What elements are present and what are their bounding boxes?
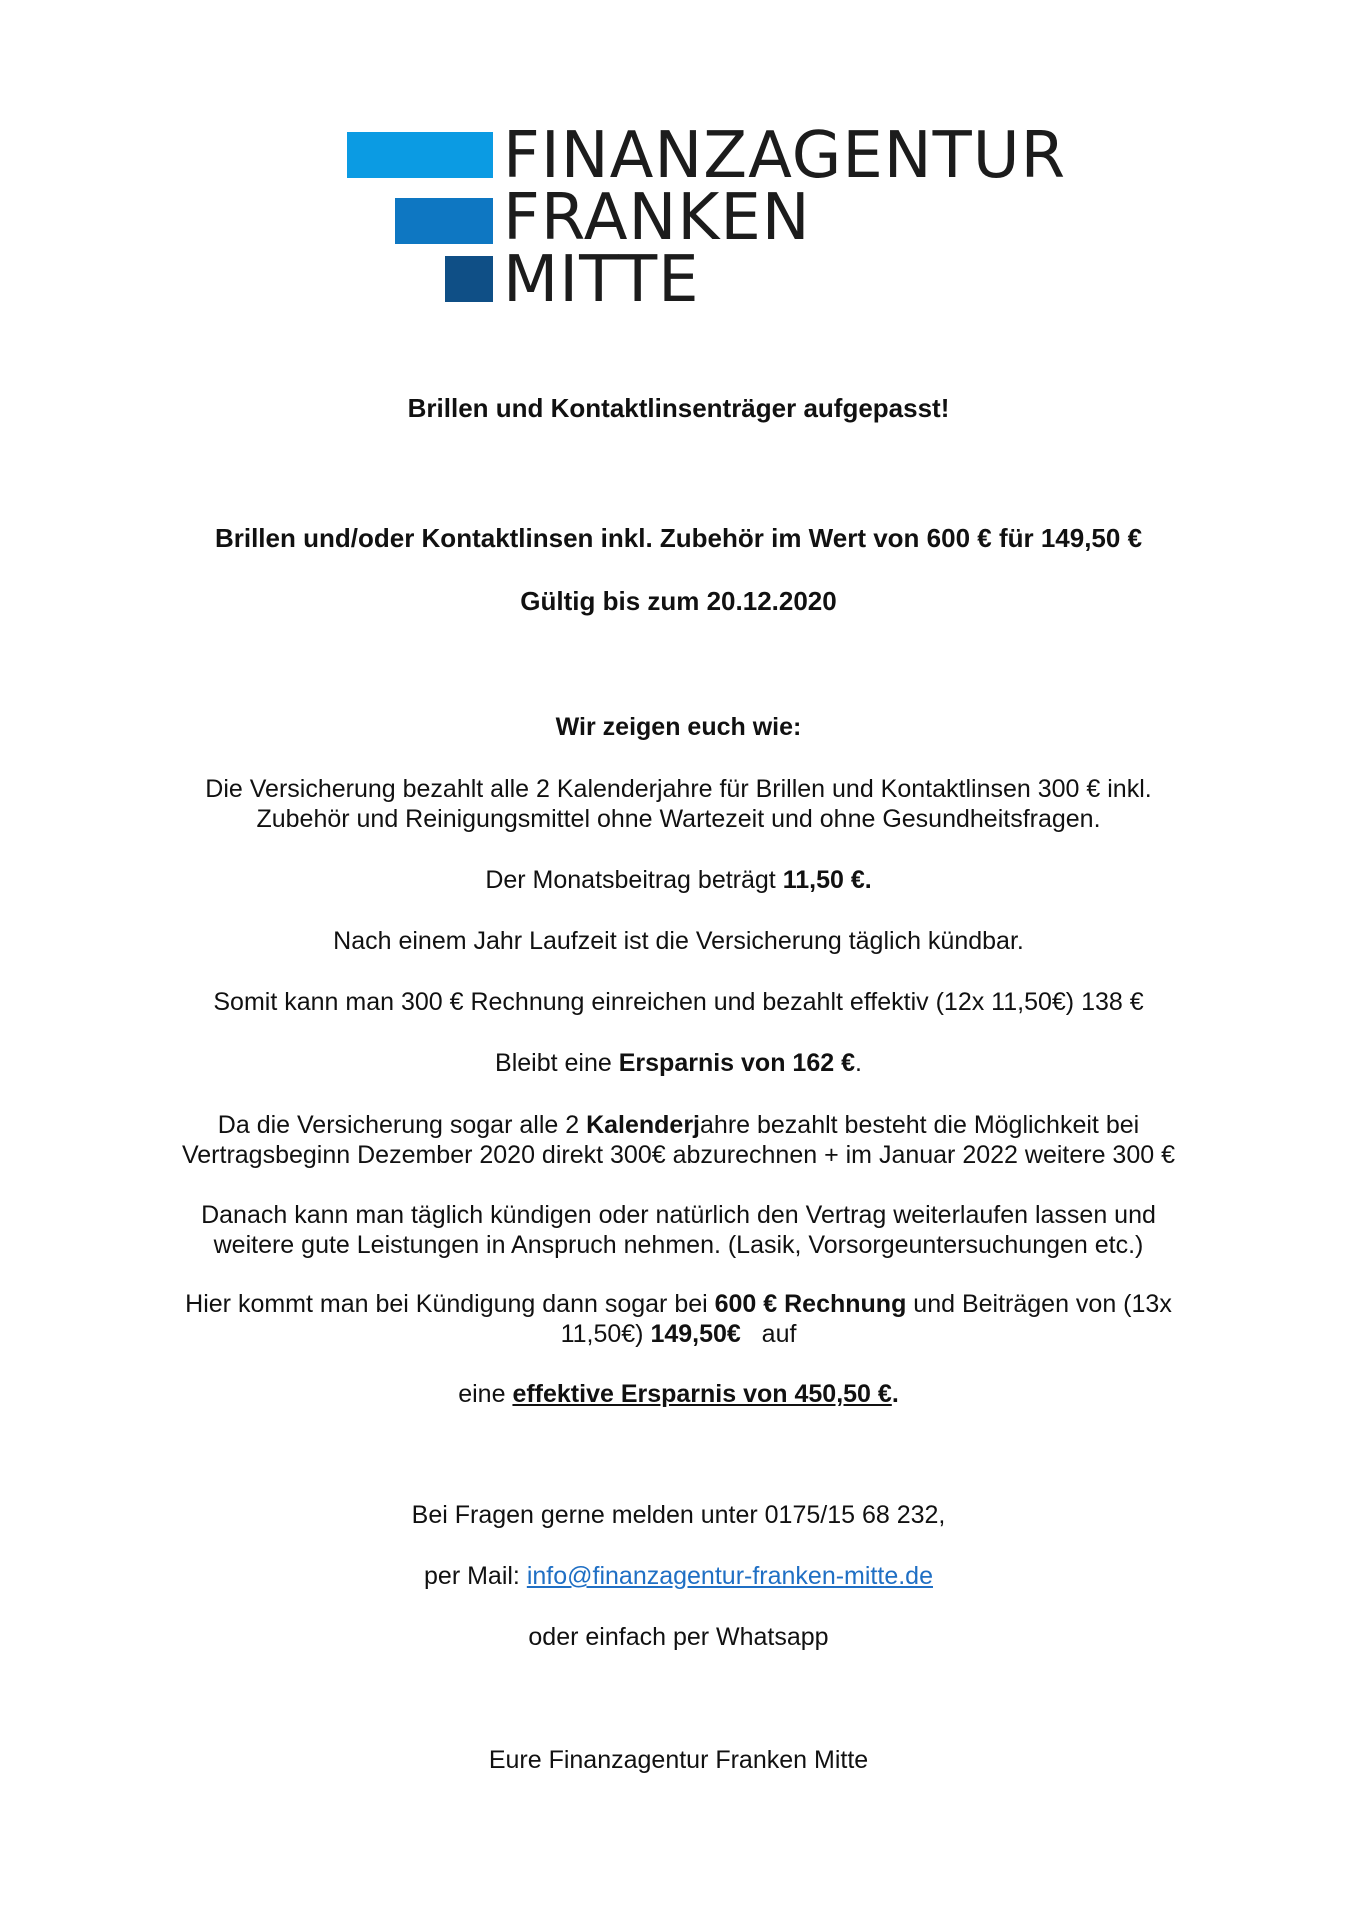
contact-phone: Bei Fragen gerne melden unter 0175/15 68 232, xyxy=(411,1501,946,1529)
termination-invoice: 600 € Rechnung xyxy=(714,1290,907,1318)
logo-word-1: FINANZAGENTUR xyxy=(503,119,1067,193)
logo-bar-middle xyxy=(395,198,493,244)
contact-mail-label: per Mail: xyxy=(424,1562,527,1590)
offer-line: Brillen und/oder Kontaktlinsen inkl. Zubehör im Wert von 600 € für 149,50 € xyxy=(214,523,1143,553)
savings-suffix: . xyxy=(854,1049,862,1077)
logo-bar-top xyxy=(347,132,493,178)
termination-line-2 xyxy=(0,1319,1357,1349)
savings-amount: Ersparnis von 162 € xyxy=(618,1049,855,1077)
monthly-fee-amount: 11,50 €. xyxy=(782,866,872,894)
benefit-line-1: Die Versicherung bezahlt alle 2 Kalenderjahre für Brillen und Kontaktlinsen 300 € inkl. xyxy=(205,775,1152,803)
calendar-year-line-2: Vertragsbeginn Dezember 2020 direkt 300€ abzurechnen + im Januar 2022 weitere 300 € xyxy=(181,1141,1175,1169)
monthly-fee xyxy=(0,865,1357,895)
savings-line xyxy=(0,1048,1357,1078)
termination-line-1 xyxy=(0,1289,1357,1319)
termination-total: 149,50€ xyxy=(650,1320,741,1348)
calendar-year-line-1 xyxy=(0,1110,1357,1140)
signature: Eure Finanzagentur Franken Mitte xyxy=(488,1746,869,1774)
benefit-paragraph xyxy=(0,774,1357,834)
final-savings xyxy=(0,1379,1357,1409)
intro-heading: Wir zeigen euch wie: xyxy=(555,713,802,741)
company-logo xyxy=(347,119,1107,317)
page-title: Brillen und Kontaktlinsenträger aufgepasst! xyxy=(407,393,950,423)
monthly-fee-label: Der Monatsbeitrag beträgt xyxy=(485,866,783,894)
termination-text-a: Hier kommt man bei Kündigung dann sogar bei xyxy=(185,1290,715,1318)
continue-paragraph xyxy=(0,1200,1357,1260)
email-link[interactable]: info@finanzagentur-franken-mitte.de xyxy=(526,1562,933,1590)
cancellation-note: Nach einem Jahr Laufzeit ist die Versicherung täglich kündbar. xyxy=(333,927,1024,955)
benefit-line-2: Zubehör und Reinigungsmittel ohne Wartezeit und ohne Gesundheitsfragen. xyxy=(256,805,1101,833)
calendar-year-paragraph xyxy=(0,1110,1357,1170)
continue-line-2: weitere gute Leistungen in Anspruch nehmen. (Lasik, Vorsorgeuntersuchungen etc.) xyxy=(213,1231,1144,1259)
calendar-year-text-a: Da die Versicherung sogar alle 2 xyxy=(217,1111,587,1139)
contact-whatsapp: oder einfach per Whatsapp xyxy=(528,1623,829,1651)
termination-text-c: und Beiträgen von (13x xyxy=(906,1290,1172,1318)
savings-prefix: Bleibt eine xyxy=(495,1049,619,1077)
calendar-year-text-c: ahre bezahlt besteht die Möglichkeit bei xyxy=(700,1111,1140,1139)
logo-word-2: FRANKEN xyxy=(503,181,811,255)
final-savings-suffix: . xyxy=(891,1380,899,1408)
contact-mail xyxy=(0,1561,1357,1591)
final-savings-prefix: eine xyxy=(458,1380,513,1408)
termination-text-d: 11,50€) xyxy=(560,1320,651,1348)
offer-valid-until: Gültig bis zum 20.12.2020 xyxy=(520,586,837,616)
termination-text-f: auf xyxy=(740,1320,797,1348)
logo-bar-bottom xyxy=(445,256,493,302)
calendar-year-bold: Kalenderj xyxy=(586,1111,701,1139)
final-savings-amount: effektive Ersparnis von 450,50 € xyxy=(512,1380,892,1408)
logo-word-3: MITTE xyxy=(503,243,700,317)
termination-paragraph xyxy=(0,1289,1357,1349)
effective-cost: Somit kann man 300 € Rechnung einreichen und bezahlt effektiv (12x 11,50€) 138 € xyxy=(213,988,1144,1016)
continue-line-1: Danach kann man täglich kündigen oder natürlich den Vertrag weiterlaufen lassen und xyxy=(201,1201,1156,1229)
